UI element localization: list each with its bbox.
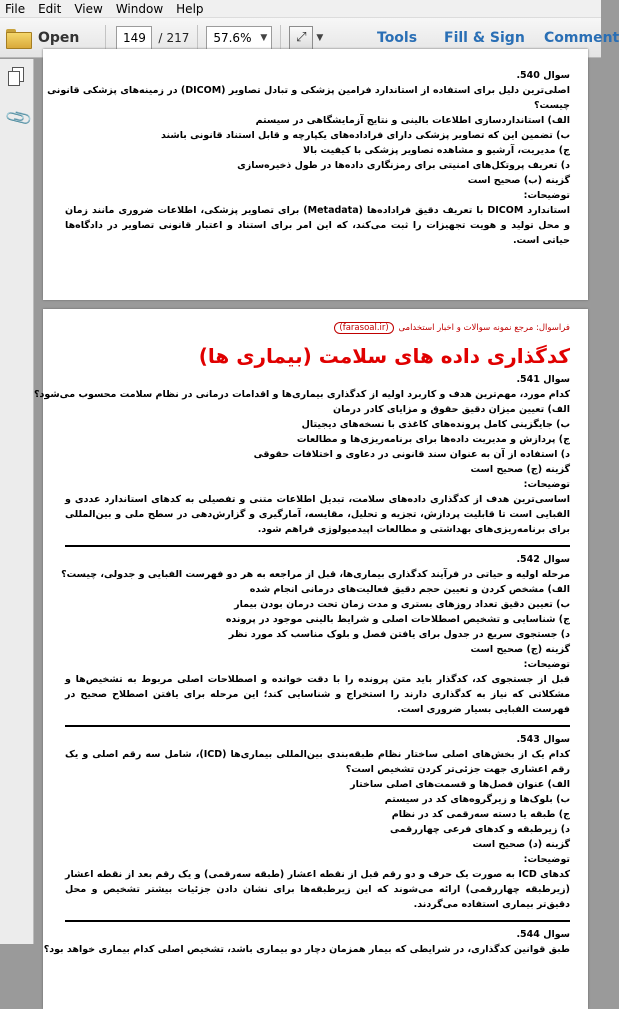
option: ب) جایگزینی کامل پرونده‌های کاغذی با نسخه‌های دیجیتال [301, 419, 570, 430]
option: ب) تعیین دقیق تعداد روزهای بستری و مدت زمان تحت درمان بودن بیمار [234, 599, 570, 610]
navigation-pane [0, 59, 34, 944]
option: الف) استانداردسازی اطلاعات بالینی و نتایج آزمایشگاهی در سیستم [255, 115, 570, 126]
option: د) جستجوی سریع در جدول برای یافتن فصل و بلوک مناسب کد مورد نظر [228, 629, 570, 640]
divider [65, 920, 570, 922]
explanation: استاندارد DICOM با تعریف دقیق فراداده‌ها (Metadata) برای تصاویر پزشکی، اطلاعات ضروری مانند زمان و محل تولید و هویت تجهیزات را ثبت می‌کند، که این امر برای استناد و اعتبار قانونی تصاویر در دادگاه‌ها حیاتی است. [65, 205, 570, 246]
page-total: 217 [166, 30, 190, 45]
menu-help[interactable]: Help [176, 1, 204, 16]
answer: گزینه (د) صحیح است [472, 839, 570, 850]
question-text: طبق قوانین کدگذاری، در شرایطی که بیمار همزمان دچار دو بیماری باشد، تشخیص اصلی کدام بیماری خواهد بود؟ [43, 944, 570, 955]
question-text: مرحله اولیه و حیاتی در فرآیند کدگذاری بیماری‌ها، قبل از مراجعه به هر دو فهرست الفبایی و جدولی، چیست؟ [61, 569, 570, 580]
explanation: کدهای ICD به صورت یک حرف و دو رقم قبل از نقطه اعشار (طبقه سه‌رقمی) و یک رقم بعد از نقطه اعشار (زیرطبقه چهاررقمی) ارائه می‌شوند که این زیرطبقه‌ها برای نشان دادن جزئیات بیشتر تشخیص و محل دقیق‌تر بیماری استفاده می‌گردند. [65, 869, 570, 910]
option: د) تعریف پروتکل‌های امنیتی برای رمزنگاری داده‌ها در طول ذخیره‌سازی [237, 160, 570, 171]
page-separator: / [158, 30, 163, 45]
option: د) استفاده از آن به عنوان سند قانونی در دعاوی و اختلافات حقوقی [253, 449, 570, 460]
source-line [65, 321, 570, 335]
menu-file[interactable]: File [5, 1, 26, 16]
menu-window[interactable]: Window [115, 1, 164, 16]
menu-bar [0, 0, 601, 18]
toolbar-divider [280, 25, 281, 51]
option: الف) تعیین میزان دقیق حقوق و مزایای کادر درمان [332, 404, 570, 415]
option: الف) عنوان فصل‌ها و قسمت‌های اصلی ساختار [350, 779, 570, 790]
menu-edit[interactable]: Edit [38, 1, 62, 16]
pages-thumbnails-icon[interactable] [8, 67, 26, 87]
chevron-down-icon[interactable]: ▼ [316, 32, 324, 43]
tools-button[interactable]: Tools [377, 30, 418, 46]
question-number: سوال 544. [516, 929, 570, 940]
document-viewport[interactable] [34, 59, 601, 955]
folder-icon [6, 29, 30, 47]
answer: گزینه (ج) صحیح است [470, 644, 570, 655]
document-page [43, 49, 588, 300]
section-title: کدگذاری داده های سلامت (بیماری ها) [198, 344, 570, 368]
question-text: اصلی‌ترین دلیل برای استفاده از استاندارد فرامین پزشکی و تبادل تصاویر (DICOM) در زمینه‌های پزشکی قانونی [47, 85, 570, 96]
open-button[interactable] [6, 29, 79, 47]
explanation-label: توضیحات: [523, 659, 570, 670]
option: ب) بلوک‌ها و زیرگروه‌های کد در سیستم [384, 794, 570, 805]
chevron-down-icon: ▼ [260, 32, 268, 43]
question-text: کدام یک از بخش‌های اصلی ساختار نظام طبقه‌بندی بین‌المللی بیماری‌ها (ICD)، شامل سه رقم اصلی و یک رقم اعشاری جهت جزئی‌تر کردن تشخیص است؟ [65, 749, 570, 775]
paperclip-icon[interactable]: 📎 [3, 103, 35, 134]
question-number: سوال 540. [516, 70, 570, 81]
question-text: کدام مورد، مهم‌ترین هدف و کاربرد اولیه از کدگذاری بیماری‌ها و اقدامات درمانی در نظام سلامت محسوب می‌شود؟ [34, 389, 570, 400]
option: ب) تضمین این که تصاویر پزشکی دارای فراداده‌های یکپارچه و قابل استناد قانونی باشند [160, 130, 570, 141]
toolbar-divider [197, 25, 198, 51]
question-text: چیست؟ [534, 100, 570, 111]
divider [65, 545, 570, 547]
option: الف) مشخص کردن و تعیین حجم دقیق فعالیت‌های درمانی انجام شده [249, 584, 570, 595]
answer: گزینه (ب) صحیح است [467, 175, 570, 186]
question-number: سوال 541. [516, 374, 570, 385]
option: ج) شناسایی و تشخیص اصطلاحات اصلی و شرایط بالینی موجود در پرونده [225, 614, 570, 625]
explanation-label: توضیحات: [523, 854, 570, 865]
source-link[interactable]: (farasoal.ir) [334, 322, 393, 334]
zoom-select[interactable] [206, 26, 272, 50]
explanation: قبل از جستجوی کد، کدگذار باید متن پرونده را با دقت خوانده و اصطلاحات اصلی مربوط به تشخیص‌ها و مشکلاتی که نیاز به کدگذاری دارند را استخراج و شناسایی کند؛ این مرحله برای یافتن اصطلاح صحیح در فهرست الفبایی بسیار ضروری است. [65, 674, 570, 715]
answer: گزینه (ج) صحیح است [470, 464, 570, 475]
option: ج) پردازش و مدیریت داده‌ها برای برنامه‌ریزی‌ها و مطالعات [296, 434, 570, 445]
open-label: Open [38, 29, 80, 46]
explanation-label: توضیحات: [523, 190, 570, 201]
zoom-value: 57.6% [213, 30, 252, 45]
comment-button[interactable]: Comment [544, 30, 619, 46]
toolbar-divider [105, 25, 106, 51]
page-number-input[interactable]: 149 [116, 26, 152, 50]
question-number: سوال 542. [516, 554, 570, 565]
option: د) زیرطبقه و کدهای فرعی چهاررقمی [390, 824, 570, 835]
option: ج) طبقه یا دسته سه‌رقمی کد در نظام [391, 809, 570, 820]
fill-sign-button[interactable]: Fill & Sign [444, 30, 525, 46]
explanation-label: توضیحات: [523, 479, 570, 490]
expand-icon: ⤢ [296, 30, 307, 45]
divider [65, 725, 570, 727]
source-prefix: فراسوال: مرجع نمونه سوالات و اخبار استخدامی [398, 323, 570, 333]
document-page [34, 309, 588, 1009]
fit-page-button[interactable] [289, 26, 313, 50]
menu-view[interactable]: View [74, 1, 103, 16]
explanation: اساسی‌ترین هدف از کدگذاری داده‌های سلامت، تبدیل اطلاعات متنی و تفصیلی به کدهای استاندارد عددی و الفبایی است تا قابلیت پردازش، تجزیه و تحلیل، مقایسه، آمارگیری و گزارش‌دهی در سطح ملی و بین‌المللی برای برنامه‌ریزی‌های بهداشتی و مطالعات اپیدمیولوژی فراهم شود. [65, 494, 570, 535]
option: ج) مدیریت، آرشیو و مشاهده تصاویر پزشکی با کیفیت بالا [303, 145, 570, 156]
question-number: سوال 543. [516, 734, 570, 745]
